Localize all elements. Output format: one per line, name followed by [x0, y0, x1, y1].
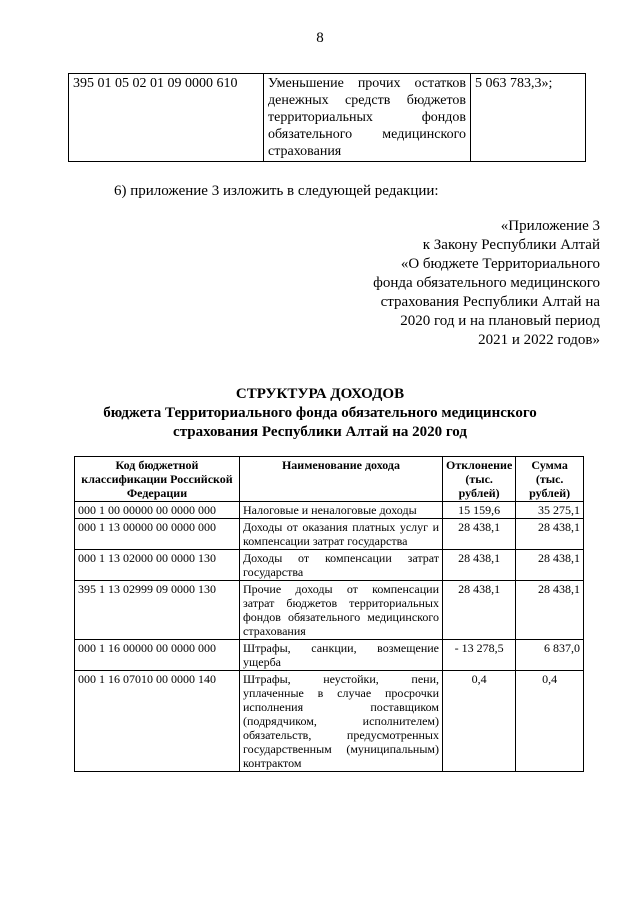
appendix-line: страхования Республики Алтай на	[380, 294, 600, 310]
table-row	[75, 671, 584, 772]
row-sum: 28 438,1	[516, 519, 584, 550]
header-sum: Сумма (тыс. рублей)	[516, 457, 584, 502]
top-table	[68, 73, 586, 162]
table-row	[69, 74, 586, 162]
title-line: бюджета Территориального фонда обязательного медицинского	[103, 405, 537, 421]
row-code: 000 1 00 00000 00 0000 000	[75, 502, 240, 519]
table-row	[75, 640, 584, 671]
row-sum: 28 438,1	[516, 581, 584, 640]
row-name: Доходы от оказания платных услуг и компенсации затрат государства	[240, 519, 443, 550]
row-name: Прочие доходы от компенсации затрат бюджетов территориальных фондов обязательного медицинского страхования	[240, 581, 443, 640]
header-deviation: Отклонение (тыс. рублей)	[443, 457, 516, 502]
page-number: 8	[316, 30, 324, 46]
value-cell: 5 063 783,3»;	[471, 74, 586, 162]
row-name: Налоговые и неналоговые доходы	[240, 502, 443, 519]
row-sum: 35 275,1	[516, 502, 584, 519]
row-sum: 28 438,1	[516, 550, 584, 581]
code-cell: 395 01 05 02 01 09 0000 610	[69, 74, 264, 162]
appendix-line: 2020 год и на плановый период	[400, 313, 600, 329]
row-code: 000 1 16 00000 00 0000 000	[75, 640, 240, 671]
row-code: 000 1 16 07010 00 0000 140	[75, 671, 240, 772]
row-name: Доходы от компенсации затрат государства	[240, 550, 443, 581]
row-deviation: 0,4	[443, 671, 516, 772]
appendix-line: 2021 и 2022 годов»	[478, 332, 600, 348]
title-line: страхования Республики Алтай на 2020 год	[173, 424, 467, 440]
row-deviation: 28 438,1	[443, 581, 516, 640]
header-code: Код бюджетной классификации Российской Федерации	[75, 457, 240, 502]
header-row	[75, 457, 584, 502]
row-deviation: 28 438,1	[443, 550, 516, 581]
appendix-line: «О бюджете Территориального	[400, 256, 600, 272]
appendix-line: к Закону Республики Алтай	[422, 237, 600, 253]
document-title	[0, 385, 640, 442]
title-line: СТРУКТУРА ДОХОДОВ	[235, 386, 405, 402]
row-deviation: - 13 278,5	[443, 640, 516, 671]
row-code: 395 1 13 02999 09 0000 130	[75, 581, 240, 640]
header-name: Наименование дохода	[240, 457, 443, 502]
row-deviation: 15 159,6	[443, 502, 516, 519]
row-sum: 0,4	[516, 671, 584, 772]
row-name: Штрафы, неустойки, пени, уплаченные в случае просрочки исполнения поставщиком (подрядчиком, исполнителем) обязательств, предусмотренных государственным (муниципальным) контрактом	[240, 671, 443, 772]
appendix-line: «Приложение 3	[500, 218, 600, 234]
row-code: 000 1 13 00000 00 0000 000	[75, 519, 240, 550]
table-row	[75, 519, 584, 550]
name-cell: Уменьшение прочих остатков денежных средств бюджетов территориальных фондов обязательного медицинского страхования	[264, 74, 471, 162]
table-row	[75, 502, 584, 519]
income-table	[74, 456, 584, 772]
paragraph: 6) приложение 3 изложить в следующей редакции:	[114, 183, 439, 199]
row-code: 000 1 13 02000 00 0000 130	[75, 550, 240, 581]
table-row	[75, 581, 584, 640]
row-name: Штрафы, санкции, возмещение ущерба	[240, 640, 443, 671]
appendix-header	[373, 217, 600, 350]
row-sum: 6 837,0	[516, 640, 584, 671]
table-row	[75, 550, 584, 581]
appendix-line: фонда обязательного медицинского	[373, 275, 600, 291]
row-deviation: 28 438,1	[443, 519, 516, 550]
